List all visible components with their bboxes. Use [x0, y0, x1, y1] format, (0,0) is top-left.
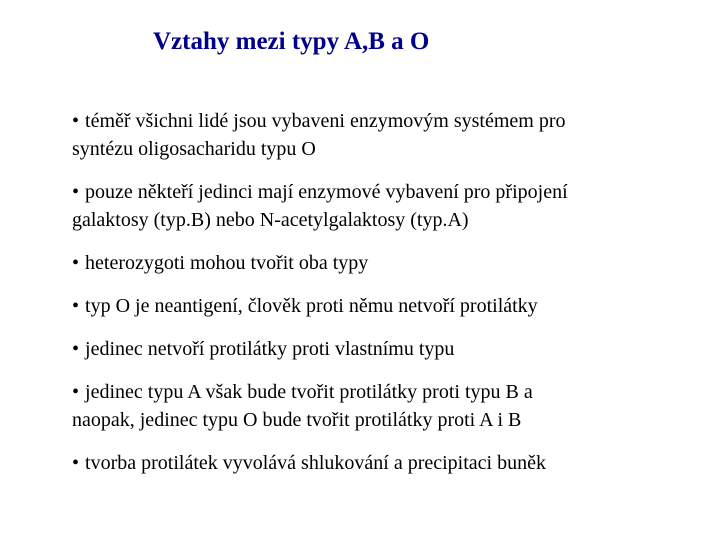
bullet-line [72, 249, 702, 277]
bullet-text: tvorba protilátek vyvolává shlukování a precipitaci buněk [85, 452, 546, 474]
bullet-line [72, 178, 702, 206]
bullet-item [72, 335, 702, 363]
bullet-item [72, 449, 702, 477]
bullet-mark: • [72, 381, 80, 403]
bullet-mark: • [72, 252, 80, 274]
bullet-mark: • [72, 452, 80, 474]
bullet-mark: • [72, 110, 80, 132]
bullet-line [72, 292, 702, 320]
bullet-text: téměř všichni lidé jsou vybaveni enzymovým systémem pro [85, 110, 566, 132]
bullet-item [72, 378, 702, 434]
bullet-mark: • [72, 181, 80, 203]
bullet-mark: • [72, 338, 80, 360]
bullet-item [72, 107, 702, 163]
bullet-continuation: galaktosy (typ.B) nebo N-acetylgalaktosy (typ.A) [72, 209, 469, 231]
bullet-item [72, 249, 702, 277]
bullet-list [72, 107, 702, 477]
bullet-continuation: naopak, jedinec typu O bude tvořit protilátky proti A i B [72, 409, 522, 431]
bullet-item [72, 292, 702, 320]
bullet-text: typ O je neantigení, člověk proti němu netvoří protilátky [85, 295, 538, 317]
bullet-mark: • [72, 295, 80, 317]
bullet-text: pouze někteří jedinci mají enzymové vybavení pro připojení [85, 181, 568, 203]
bullet-item [72, 178, 702, 234]
bullet-line [72, 335, 702, 363]
bullet-line [72, 449, 702, 477]
bullet-continuation: syntézu oligosacharidu typu O [72, 138, 316, 160]
bullet-line [72, 378, 702, 406]
bullet-text: jedinec typu A však bude tvořit protilátky proti typu B a [85, 381, 533, 403]
bullet-text: jedinec netvoří protilátky proti vlastnímu typu [85, 338, 455, 360]
bullet-text: heterozygoti mohou tvořit oba typy [85, 252, 369, 274]
bullet-line [72, 107, 702, 135]
slide-title: Vztahy mezi typy A,B a O [153, 28, 430, 55]
